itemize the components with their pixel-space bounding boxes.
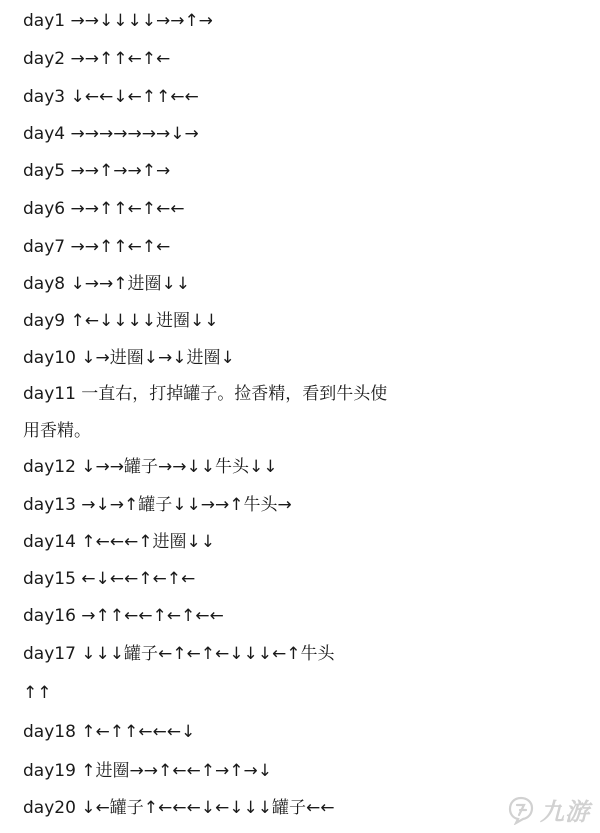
- text-line-day9: day9 ↑←↓↓↓↓进圈↓↓: [23, 311, 219, 331]
- text-line-day14: day14 ↑←←←↑进圈↓↓: [23, 532, 216, 552]
- text-line-day17: day17 ↓↓↓罐子←↑←↑←↓↓↓←↑牛头: [23, 644, 335, 664]
- jiuyou-logo-icon: [506, 795, 536, 825]
- text-line-day18: day18 ↑←↑↑←←←↓: [23, 722, 196, 742]
- text-line-day5: day5 →→↑→→↑→: [23, 161, 171, 181]
- text-line-day4: day4 →→→→→→→↓→: [23, 124, 199, 144]
- watermark-text: 九游: [540, 798, 590, 826]
- text-line-day7: day7 →→↑↑←↑←: [23, 237, 171, 257]
- text-line-day8: day8 ↓→→↑进圈↓↓: [23, 274, 190, 294]
- text-line-day10: day10 ↓→进圈↓→↓进圈↓: [23, 348, 235, 368]
- text-line-day16: day16 →↑↑←←↑←↑←←: [23, 606, 224, 626]
- text-line-day12: day12 ↓→→罐子→→↓↓牛头↓↓: [23, 457, 278, 477]
- text-line-day1: day1 →→↓↓↓↓→→↑→: [23, 11, 213, 31]
- text-line-day13: day13 →↓→↑罐子↓↓→→↑牛头→: [23, 495, 292, 515]
- text-line-day11: day11 一直右，打掉罐子。捡香精，看到牛头使: [23, 384, 388, 404]
- watermark: [506, 792, 590, 827]
- text-line-day3: day3 ↓←←↓←↑↑←←: [23, 87, 199, 107]
- text-line-day11-cont: 用香精。: [23, 421, 91, 441]
- text-line-day20: day20 ↓←罐子↑←←←↓←↓↓↓罐子←←: [23, 798, 335, 818]
- text-line-day2: day2 →→↑↑←↑←: [23, 49, 171, 69]
- text-line-day6: day6 →→↑↑←↑←←: [23, 199, 185, 219]
- text-line-day19: day19 ↑进圈→→↑←←↑→↑→↓: [23, 761, 272, 781]
- text-line-day17-cont: ↑↑: [23, 683, 52, 703]
- text-line-day15: day15 ←↓←←↑←↑←: [23, 569, 196, 589]
